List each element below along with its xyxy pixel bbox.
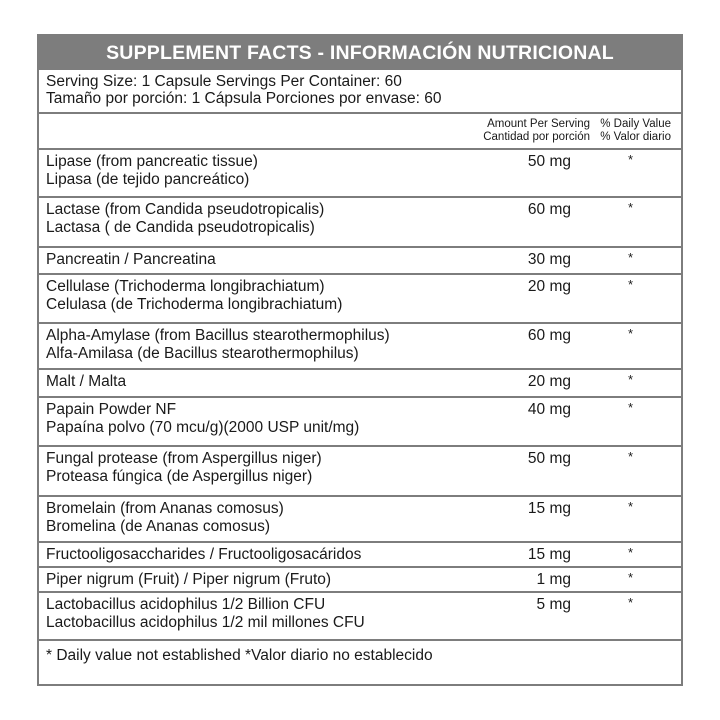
ingredient-amount: 30 mg <box>527 251 571 268</box>
ingredient-name-en: Papain Powder NF <box>46 401 177 418</box>
ingredient-name <box>46 401 359 436</box>
ingredient-name-es: Alfa-Amilasa (de Bacillus stearothermophilus) <box>46 344 359 362</box>
daily-value-mark: * <box>628 545 634 560</box>
supplement-facts-panel <box>37 34 683 686</box>
ingredient-name-es: Bromelina (de Ananas comosus) <box>46 517 271 535</box>
serving-info <box>39 70 681 114</box>
daily-value-column-header <box>600 118 671 144</box>
ingredient-name-en: Cellulase (Trichoderma longibrachiatum) <box>46 278 325 295</box>
table-row <box>39 398 681 447</box>
ingredient-amount: 20 mg <box>527 373 571 390</box>
dv-header-es: % Valor diario <box>600 131 671 143</box>
ingredient-amount: 20 mg <box>527 278 571 295</box>
serving-line-en: Serving Size: 1 Capsule Servings Per Container: 60 <box>46 73 402 90</box>
daily-value-mark: * <box>628 499 634 514</box>
table-row <box>39 568 681 593</box>
ingredient-name-en: Alpha-Amylase (from Bacillus stearothermophilus) <box>46 327 390 344</box>
table-row <box>39 198 681 248</box>
dv-header-en: % Daily Value <box>600 118 671 130</box>
amount-header-en: Amount Per Serving <box>487 118 590 130</box>
column-headers <box>39 114 681 150</box>
amount-header-es: Cantidad por porción <box>483 131 590 143</box>
ingredient-amount: 5 mg <box>536 596 571 613</box>
ingredient-name <box>46 500 284 535</box>
daily-value-mark: * <box>628 250 634 265</box>
ingredient-name <box>46 546 361 564</box>
ingredient-name-en: Lactobacillus acidophilus 1/2 Billion CFU <box>46 596 326 613</box>
ingredient-rows <box>39 150 681 641</box>
ingredient-name-es: Proteasa fúngica (de Aspergillus niger) <box>46 467 313 485</box>
daily-value-mark: * <box>628 570 634 585</box>
ingredient-name-es: Lactasa ( de Candida pseudotropicalis) <box>46 218 315 236</box>
panel-title: SUPPLEMENT FACTS - INFORMACIÓN NUTRICIONAL <box>39 36 681 70</box>
ingredient-name <box>46 153 258 188</box>
ingredient-name-en: Piper nigrum (Fruit) / Piper nigrum (Fruto) <box>46 571 332 588</box>
table-row <box>39 447 681 497</box>
amount-column-header <box>483 118 590 144</box>
ingredient-name-en: Lactase (from Candida pseudotropicalis) <box>46 201 325 218</box>
table-row <box>39 593 681 641</box>
ingredient-name <box>46 596 365 631</box>
daily-value-mark: * <box>628 595 634 610</box>
ingredient-name-es: Celulasa (de Trichoderma longibrachiatum) <box>46 295 343 313</box>
ingredient-amount: 15 mg <box>527 500 571 517</box>
ingredient-name <box>46 201 324 236</box>
daily-value-mark: * <box>628 326 634 341</box>
table-row <box>39 370 681 398</box>
ingredient-amount: 15 mg <box>527 546 571 563</box>
table-row <box>39 324 681 370</box>
ingredient-name-en: Pancreatin / Pancreatina <box>46 251 216 268</box>
ingredient-name <box>46 278 342 313</box>
ingredient-name-en: Fungal protease (from Aspergillus niger) <box>46 450 322 467</box>
ingredient-name-es: Papaína polvo (70 mcu/g)(2000 USP unit/mg) <box>46 418 360 436</box>
ingredient-name <box>46 373 126 391</box>
ingredient-name-en: Fructooligosaccharides / Fructooligosacáridos <box>46 546 362 563</box>
table-row <box>39 497 681 543</box>
ingredient-name-en: Bromelain (from Ananas comosus) <box>46 500 284 517</box>
daily-value-mark: * <box>628 277 634 292</box>
ingredient-name-es: Lactobacillus acidophilus 1/2 mil millones CFU <box>46 613 365 631</box>
footnote <box>39 641 681 671</box>
daily-value-mark: * <box>628 200 634 215</box>
ingredient-name-en: Lipase (from pancreatic tissue) <box>46 153 258 170</box>
ingredient-amount: 50 mg <box>527 450 571 467</box>
serving-line-es: Tamaño por porción: 1 Cápsula Porciones por envase: 60 <box>46 90 442 107</box>
ingredient-name-es: Lipasa (de tejido pancreático) <box>46 170 250 188</box>
footnote-text: * Daily value not established *Valor diario no establecido <box>46 647 433 664</box>
daily-value-mark: * <box>628 372 634 387</box>
ingredient-amount: 50 mg <box>527 153 571 170</box>
table-row <box>39 150 681 198</box>
ingredient-name <box>46 251 216 269</box>
ingredient-name <box>46 571 331 589</box>
ingredient-amount: 1 mg <box>536 571 571 588</box>
daily-value-mark: * <box>628 449 634 464</box>
ingredient-amount: 40 mg <box>527 401 571 418</box>
table-row <box>39 275 681 324</box>
ingredient-amount: 60 mg <box>527 201 571 218</box>
ingredient-name <box>46 327 390 362</box>
ingredient-name-en: Malt / Malta <box>46 373 127 390</box>
daily-value-mark: * <box>628 400 634 415</box>
table-row <box>39 248 681 275</box>
daily-value-mark: * <box>628 152 634 167</box>
table-row <box>39 543 681 568</box>
ingredient-name <box>46 450 322 485</box>
ingredient-amount: 60 mg <box>527 327 571 344</box>
